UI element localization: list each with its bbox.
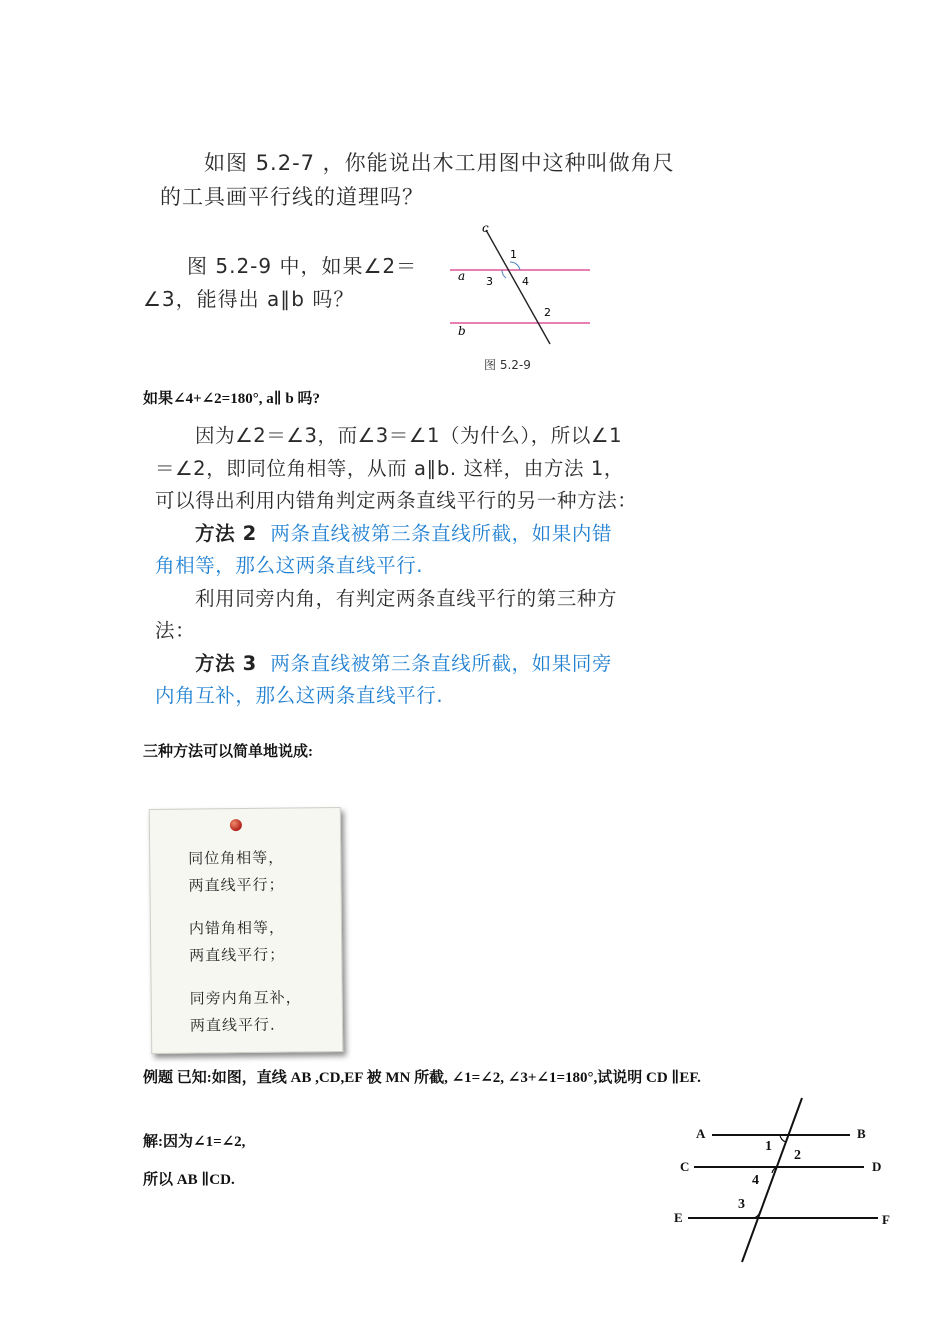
label-angle-2: 2 bbox=[794, 1148, 801, 1163]
methods-block bbox=[155, 420, 655, 713]
note-line: 同旁内角互补， bbox=[189, 988, 302, 1008]
figure-5-2-9 bbox=[440, 222, 610, 374]
three-methods-heading: 三种方法可以简单地说成: bbox=[143, 744, 313, 760]
method-3-text-2: 内角互补，那么这两条直线平行. bbox=[155, 684, 444, 707]
transversal-c bbox=[486, 230, 550, 344]
figure-question-line-2: ∠3，能得出 a∥b 吗？ bbox=[143, 287, 355, 311]
label-D: D bbox=[872, 1159, 882, 1174]
solution-line-2: 所以 AB ∥CD. bbox=[143, 1172, 235, 1188]
angle-3-arc bbox=[502, 270, 506, 278]
transversal-mn bbox=[742, 1098, 802, 1262]
intro-paragraph bbox=[160, 146, 680, 214]
label-angle-2: 2 bbox=[544, 306, 551, 319]
angle-1-arc bbox=[510, 262, 520, 270]
example-figure bbox=[668, 1092, 908, 1268]
method-2-text-1: 两条直线被第三条直线所截，如果内错 bbox=[270, 521, 613, 545]
method-3-text-1: 两条直线被第三条直线所截，如果同旁 bbox=[270, 651, 613, 675]
label-a: a bbox=[458, 269, 466, 283]
label-angle-4: 4 bbox=[752, 1173, 759, 1188]
note-group-1 bbox=[188, 845, 285, 900]
note-line: 同位角相等， bbox=[188, 848, 285, 868]
methods-line-1: 因为∠2＝∠3，而∠3＝∠1（为什么），所以∠1 bbox=[195, 424, 623, 447]
figure-question-line-1: 图 5.2-9 中，如果∠2＝ bbox=[187, 254, 418, 278]
pushpin-icon bbox=[230, 819, 242, 831]
intro-line-1: 如图 5.2-7 ，你能说出木工用图中这种叫做角尺 bbox=[204, 151, 675, 175]
method-2-title: 方法 2 bbox=[195, 521, 257, 545]
method-3-title: 方法 3 bbox=[195, 651, 257, 675]
note-line: 两直线平行； bbox=[188, 875, 285, 895]
label-B: B bbox=[857, 1126, 866, 1141]
label-c: c bbox=[482, 222, 489, 235]
method-2-text-2: 角相等，那么这两条直线平行. bbox=[155, 554, 424, 577]
intro-line-2: 的工具画平行线的道理吗？ bbox=[160, 185, 424, 209]
figure-caption: 图 5.2-9 bbox=[484, 358, 531, 372]
note-line: 内错角相等， bbox=[188, 918, 286, 938]
note-line: 两直线平行； bbox=[189, 945, 286, 965]
solution-line-1: 解:因为∠1=∠2, bbox=[143, 1134, 246, 1150]
pinned-note bbox=[149, 807, 344, 1054]
note-line: 两直线平行. bbox=[189, 1015, 276, 1035]
label-A: A bbox=[696, 1126, 706, 1141]
method-2 bbox=[155, 518, 655, 551]
label-angle-1: 1 bbox=[510, 248, 517, 261]
figure-question bbox=[143, 250, 433, 316]
methods-line-3: 可以得出利用内错角判定两条直线平行的另一种方法： bbox=[155, 489, 638, 512]
note-group-2 bbox=[189, 915, 286, 970]
label-b: b bbox=[458, 324, 466, 338]
label-angle-3: 3 bbox=[738, 1197, 745, 1212]
methods-line-4: 利用同旁内角，有判定两条直线平行的第三种方 bbox=[195, 586, 618, 610]
note-group-3 bbox=[190, 984, 303, 1039]
question-angle-sum: 如果∠4+∠2=180°, a∥ b 吗? bbox=[143, 391, 321, 407]
methods-line-2: ＝∠2，即同位角相等，从而 a∥b. 这样，由方法 1， bbox=[155, 456, 624, 480]
methods-line-5: 法： bbox=[155, 619, 196, 642]
label-angle-1: 1 bbox=[765, 1139, 772, 1154]
label-angle-4: 4 bbox=[522, 275, 529, 288]
method-3 bbox=[155, 648, 655, 681]
label-E: E bbox=[674, 1210, 683, 1225]
label-F: F bbox=[882, 1212, 890, 1227]
label-angle-3: 3 bbox=[486, 275, 493, 288]
label-C: C bbox=[680, 1159, 690, 1174]
example-statement: 例题 已知:如图，直线 AB ,CD,EF 被 MN 所截, ∠1=∠2, ∠3+∠1=180°,试说明 CD ∥EF. bbox=[143, 1070, 701, 1086]
angle-1-arc bbox=[780, 1135, 786, 1142]
